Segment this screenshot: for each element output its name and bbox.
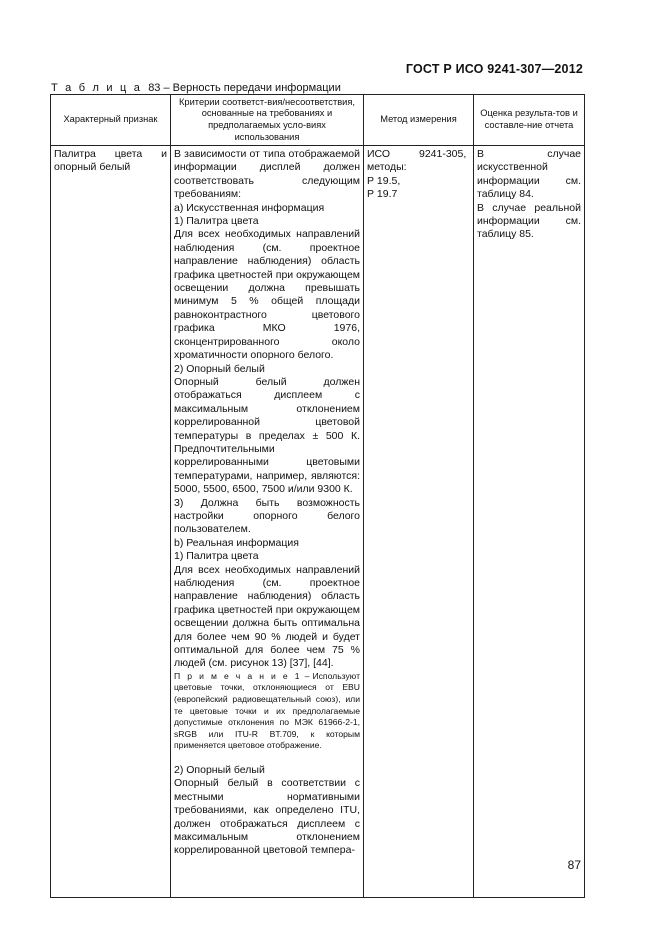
table-caption-label: Т а б л и ц а xyxy=(51,82,143,94)
criteria-intro: В зависимости от типа отображаемой информации дисплей должен соответствовать следующим требованиям: xyxy=(174,148,360,201)
page-number: 87 xyxy=(567,858,581,872)
method-item: Р 19.7 xyxy=(367,188,398,201)
evaluation-artificial: В случае искусственной информации см. таблицу 84. xyxy=(477,148,581,201)
header-criteria: Критерии соответст-вия/несоответствия, основанные на требованиях и предполагаемых усло-виях использования xyxy=(171,95,364,146)
criteria-a2-title: 2) Опорный белый xyxy=(174,362,265,375)
header-evaluation: Оценка результа-тов и составле-ние отчета xyxy=(474,95,585,146)
criteria-b2-title: 2) Опорный белый xyxy=(174,764,265,776)
note-label: П р и м е ч а н и е 1 xyxy=(174,670,302,681)
note-text: – Используют цветовые точки, отклоняющиеся от EBU (европейский радиовещательный союз), или те цветовые точки и их предполагаемые допустимые отклонения по МЭК 61966-2-1, sRGB или ITU-R BT.709, к которым применяется цветовое отображение. xyxy=(174,670,361,751)
criteria-note xyxy=(174,671,360,752)
table-row xyxy=(51,146,585,898)
criteria-b2-text: Опорный белый в соответствии с местными нормативными требованиями, как определено ITU, должен отображаться дисплеем с максимальным отклонением коррелированной цветовой темпера- xyxy=(174,777,360,857)
criteria-a1-text: Для всех необходимых направлений наблюдения (см. проектное направление наблюдения) область графика цветностей при окружающем освещении должна превышать минимум 5 % общей площади равноконтрастного цветового графика МКО 1976, сконцентрированного около хроматичности опорного белого. xyxy=(174,228,360,362)
table-caption xyxy=(51,82,341,94)
criteria-a1-title: 1) Палитра цвета xyxy=(174,215,259,228)
method-standard: ИСО 9241-305, xyxy=(367,148,467,160)
header-method: Метод измерения xyxy=(364,95,474,146)
table-header-row xyxy=(51,95,585,146)
evaluation-cell xyxy=(474,146,585,898)
criteria-a3-text: 3) Должна быть возможность настройки опорного белого пользователем. xyxy=(174,496,360,536)
criteria-b-title: b) Реальная информация xyxy=(174,536,299,549)
fidelity-table xyxy=(50,94,585,898)
method-item: Р 19.5, xyxy=(367,174,401,187)
method-methods-label: методы: xyxy=(367,161,407,174)
criteria-a-title: a) Искусственная информация xyxy=(174,201,325,214)
criteria-cell xyxy=(171,146,364,898)
method-cell xyxy=(364,146,474,898)
criteria-b1-title: 1) Палитра цвета xyxy=(174,550,259,563)
table-caption-title: – Верность передачи информации xyxy=(163,82,341,94)
criteria-b1-text: Для всех необходимых направлений наблюдения (см. проектное направление наблюдения) область графика цветностей при окружающем освещении должна быть оптимальна для более чем 90 % людей и будет оптимальной для более чем 75 % людей (см. рисунок 13) [37], [44]. xyxy=(174,563,360,670)
header-feature: Характерный признак xyxy=(51,95,171,146)
feature-cell: Палитра цвета и опорный белый xyxy=(51,146,171,898)
table-caption-number: 83 xyxy=(148,82,161,94)
document-code: ГОСТ Р ИСО 9241-307—2012 xyxy=(405,62,583,76)
evaluation-real: В случае реальной информации см. таблицу 85. xyxy=(477,201,581,241)
criteria-a2-text: Опорный белый должен отображаться дисплеем с максимальным отклонением коррелированной цветовой температуры в пределах ± 500 К. Предпочтительными коррелированными цветовыми температурами, например, являются: 5000, 5500, 6500, 7500 и/или 9300 К. xyxy=(174,375,360,496)
